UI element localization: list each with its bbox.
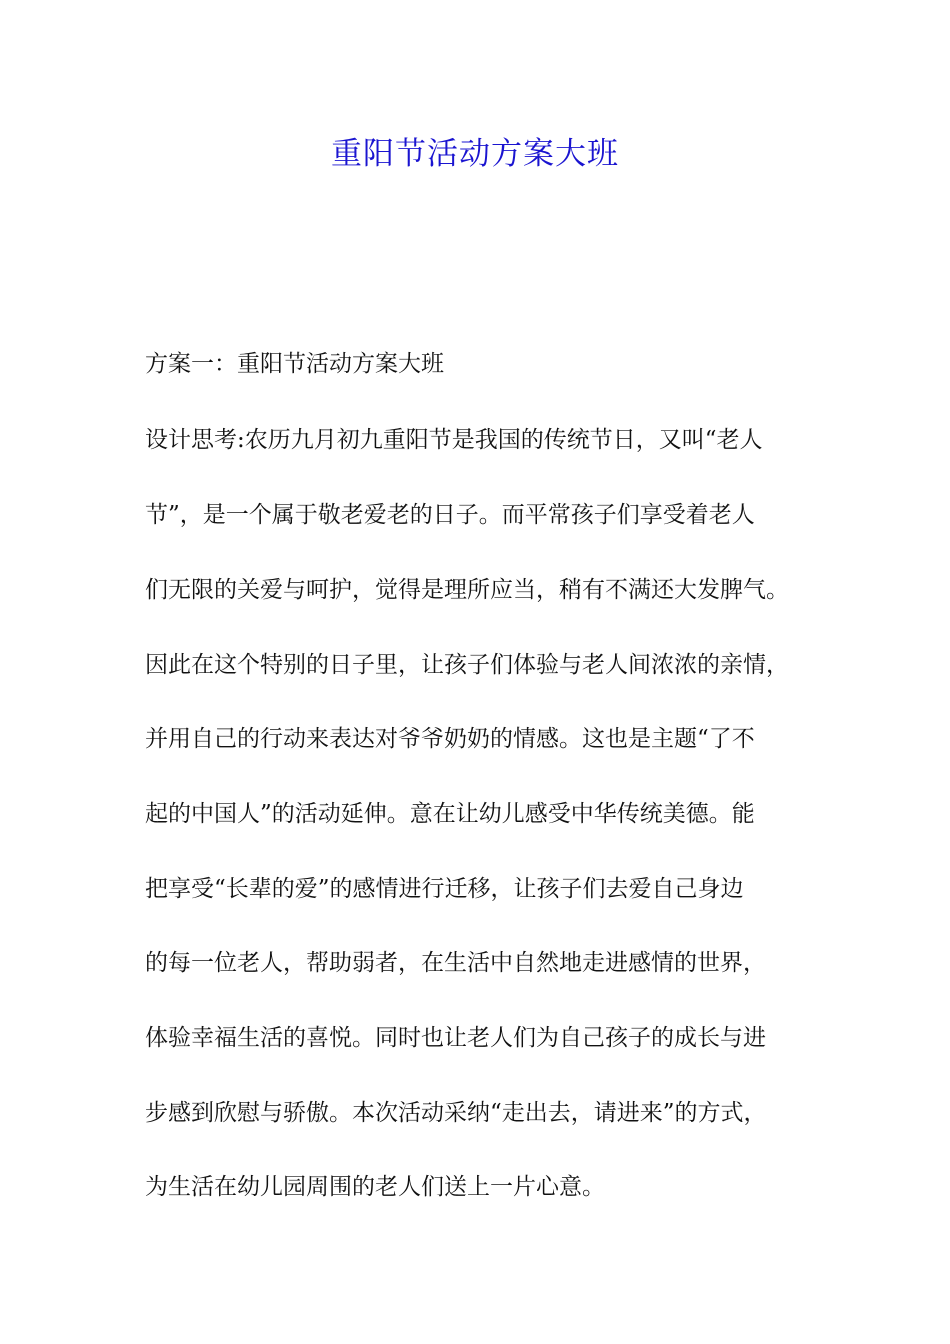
body-line: 把享受“长辈的爱”的感情进行迁移，让孩子们去爱自己身边 bbox=[145, 876, 744, 902]
body-line: 的每一位老人，帮助弱者，在生活中自然地走进感情的世界， bbox=[145, 950, 766, 976]
body-line: 因此在这个特别的日子里，让孩子们体验与老人间浓浓的亲情， bbox=[145, 652, 789, 678]
document-title: 重阳节活动方案大班 bbox=[331, 136, 619, 172]
body-line: 为生活在幼儿园周围的老人们送上一片心意。 bbox=[145, 1174, 605, 1200]
body-line: 体验幸福生活的喜悦。同时也让老人们为自己孩子的成长与进 bbox=[145, 1025, 766, 1051]
body-line: 步感到欣慰与骄傲。本次活动采纳“走出去，请进来”的方式， bbox=[145, 1100, 767, 1126]
body-line: 设计思考:农历九月初九重阳节是我国的传统节日，又叫“老人 bbox=[145, 427, 763, 453]
body-line: 起的中国人”的活动延伸。意在让幼儿感受中华传统美德。能 bbox=[145, 801, 755, 827]
body-line: 并用自己的行动来表达对爷爷奶奶的情感。这也是主题“了不 bbox=[145, 726, 755, 752]
body-line: 节”，是一个属于敬老爱老的日子。而平常孩子们享受着老人 bbox=[145, 502, 755, 528]
body-line: 们无限的关爱与呵护，觉得是理所应当，稍有不满还大发脾气。 bbox=[145, 577, 789, 603]
section-heading: 方案一：重阳节活动方案大班 bbox=[145, 351, 444, 377]
